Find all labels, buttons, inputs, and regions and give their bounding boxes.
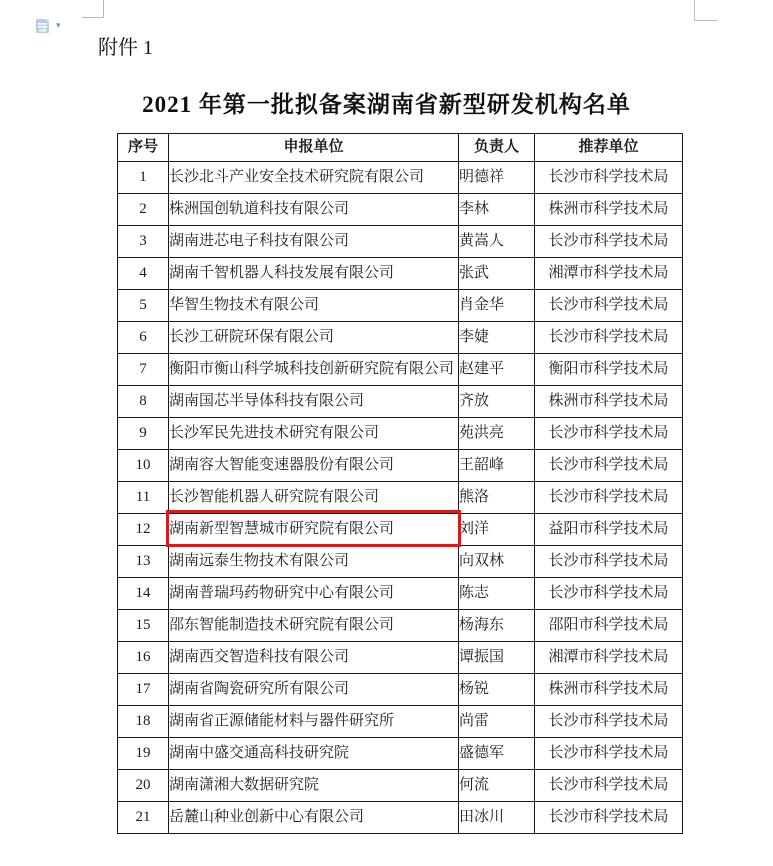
applicant-unit-text: 湖南西交智造科技有限公司 xyxy=(169,649,350,666)
recommending-unit-cell: 株洲市科学技术局 xyxy=(535,194,683,226)
row-index-cell: 4 xyxy=(118,258,169,290)
person-in-charge-cell: 谭振国 xyxy=(459,642,535,674)
recommending-unit-cell: 长沙市科学技术局 xyxy=(535,290,683,322)
person-in-charge-cell: 肖金华 xyxy=(459,290,535,322)
table-row xyxy=(118,386,683,418)
table-row xyxy=(118,674,683,706)
table-row xyxy=(118,450,683,482)
applicant-unit-cell xyxy=(169,738,459,770)
table-row xyxy=(118,578,683,610)
recommending-unit-cell: 长沙市科学技术局 xyxy=(535,418,683,450)
applicant-unit-text: 湖南国芯半导体科技有限公司 xyxy=(169,393,365,410)
table-row xyxy=(118,770,683,802)
applicant-unit-text: 湖南远泰生物技术有限公司 xyxy=(169,553,350,570)
recommending-unit-cell: 长沙市科学技术局 xyxy=(535,322,683,354)
applicant-unit-text: 邵东智能制造技术研究院有限公司 xyxy=(169,617,395,634)
row-index-cell: 9 xyxy=(118,418,169,450)
person-in-charge-cell: 尚雷 xyxy=(459,706,535,738)
person-in-charge-cell: 赵建平 xyxy=(459,354,535,386)
table-header-row xyxy=(118,134,683,162)
applicant-unit-cell xyxy=(169,322,459,354)
row-index-cell: 6 xyxy=(118,322,169,354)
table-row xyxy=(118,290,683,322)
person-in-charge-cell: 何流 xyxy=(459,770,535,802)
person-in-charge-cell: 李婕 xyxy=(459,322,535,354)
row-index-cell: 5 xyxy=(118,290,169,322)
applicant-unit-text: 长沙工研院环保有限公司 xyxy=(169,329,335,346)
column-header-applicant-unit: 申报单位 xyxy=(169,134,459,162)
applicant-unit-text: 岳麓山种业创新中心有限公司 xyxy=(169,809,365,826)
table-row xyxy=(118,706,683,738)
applicant-unit-cell xyxy=(169,418,459,450)
table-row xyxy=(118,194,683,226)
person-in-charge-cell: 明德祥 xyxy=(459,162,535,194)
row-index-cell: 17 xyxy=(118,674,169,706)
recommending-unit-cell: 长沙市科学技术局 xyxy=(535,450,683,482)
row-index-cell: 8 xyxy=(118,386,169,418)
recommending-unit-cell: 长沙市科学技术局 xyxy=(535,738,683,770)
applicant-unit-text: 衡阳市衡山科学城科技创新研究院有限公司 xyxy=(169,361,455,378)
recommending-unit-cell: 湘潭市科学技术局 xyxy=(535,642,683,674)
attachment-label: 附件 1 xyxy=(98,37,153,59)
applicant-unit-text: 湖南容大智能变速器股份有限公司 xyxy=(169,457,395,474)
person-in-charge-cell: 苑洪亮 xyxy=(459,418,535,450)
applicant-unit-cell xyxy=(169,482,459,514)
table-row xyxy=(118,546,683,578)
person-in-charge-cell: 盛德军 xyxy=(459,738,535,770)
page-title: 2021 年第一批拟备案湖南省新型研发机构名单 xyxy=(142,92,631,117)
row-index-cell: 15 xyxy=(118,610,169,642)
person-in-charge-cell: 田冰川 xyxy=(459,802,535,834)
row-index-cell: 12 xyxy=(118,514,169,546)
applicant-unit-text: 湖南省陶瓷研究所有限公司 xyxy=(169,681,350,698)
person-in-charge-cell: 熊洛 xyxy=(459,482,535,514)
table-row xyxy=(118,354,683,386)
row-index-cell: 19 xyxy=(118,738,169,770)
applicant-unit-cell xyxy=(169,450,459,482)
applicant-unit-cell xyxy=(169,290,459,322)
applicant-unit-cell xyxy=(169,610,459,642)
table-body xyxy=(118,162,683,834)
applicant-unit-cell xyxy=(169,514,459,546)
recommending-unit-cell: 湘潭市科学技术局 xyxy=(535,258,683,290)
row-index-cell: 10 xyxy=(118,450,169,482)
recommending-unit-cell: 株洲市科学技术局 xyxy=(535,674,683,706)
person-in-charge-cell: 陈志 xyxy=(459,578,535,610)
column-header-index: 序号 xyxy=(118,134,169,162)
recommending-unit-cell: 株洲市科学技术局 xyxy=(535,386,683,418)
applicant-unit-text: 湖南千智机器人科技发展有限公司 xyxy=(169,265,395,282)
applicant-unit-cell xyxy=(169,706,459,738)
applicant-unit-cell xyxy=(169,354,459,386)
table-row xyxy=(118,642,683,674)
recommending-unit-cell: 长沙市科学技术局 xyxy=(535,546,683,578)
row-index-cell: 20 xyxy=(118,770,169,802)
table-row xyxy=(118,258,683,290)
applicant-unit-cell xyxy=(169,578,459,610)
applicant-unit-cell xyxy=(169,258,459,290)
person-in-charge-cell: 李林 xyxy=(459,194,535,226)
applicant-unit-cell xyxy=(169,226,459,258)
clipboard-paste-options-icon xyxy=(35,17,53,35)
row-index-cell: 11 xyxy=(118,482,169,514)
applicant-unit-cell xyxy=(169,162,459,194)
table-row xyxy=(118,514,683,546)
recommending-unit-cell: 长沙市科学技术局 xyxy=(535,226,683,258)
applicant-unit-cell xyxy=(169,770,459,802)
row-index-cell: 7 xyxy=(118,354,169,386)
applicant-unit-text: 湖南进芯电子科技有限公司 xyxy=(169,233,350,250)
applicant-unit-text: 湖南普瑞玛药物研究中心有限公司 xyxy=(169,585,395,602)
recommending-unit-cell: 长沙市科学技术局 xyxy=(535,802,683,834)
applicant-unit-cell xyxy=(169,194,459,226)
person-in-charge-cell: 齐放 xyxy=(459,386,535,418)
person-in-charge-cell: 杨锐 xyxy=(459,674,535,706)
row-index-cell: 14 xyxy=(118,578,169,610)
applicant-unit-text: 湖南省正源储能材料与器件研究所 xyxy=(169,713,395,730)
table-row xyxy=(118,802,683,834)
chevron-down-icon[interactable]: ▾ xyxy=(56,20,61,31)
recommending-unit-cell: 长沙市科学技术局 xyxy=(535,770,683,802)
person-in-charge-cell: 张武 xyxy=(459,258,535,290)
applicant-unit-text: 湖南潇湘大数据研究院 xyxy=(169,777,320,794)
page-corner-mark-top-left xyxy=(82,0,104,18)
recommending-unit-cell: 益阳市科学技术局 xyxy=(535,514,683,546)
column-header-recommending-unit: 推荐单位 xyxy=(535,134,683,162)
column-header-person-in-charge: 负责人 xyxy=(459,134,535,162)
applicant-unit-text: 长沙智能机器人研究院有限公司 xyxy=(169,489,380,506)
table-row xyxy=(118,162,683,194)
recommending-unit-cell: 衡阳市科学技术局 xyxy=(535,354,683,386)
recommending-unit-cell: 长沙市科学技术局 xyxy=(535,578,683,610)
row-index-cell: 13 xyxy=(118,546,169,578)
table-row xyxy=(118,322,683,354)
applicant-unit-cell xyxy=(169,674,459,706)
row-index-cell: 1 xyxy=(118,162,169,194)
person-in-charge-cell: 向双林 xyxy=(459,546,535,578)
applicant-unit-text: 株洲国创轨道科技有限公司 xyxy=(169,201,350,218)
applicant-unit-text: 华智生物技术有限公司 xyxy=(169,297,320,314)
applicant-unit-text: 湖南新型智慧城市研究院有限公司 xyxy=(169,521,395,538)
recommending-unit-cell: 邵阳市科学技术局 xyxy=(535,610,683,642)
table-row xyxy=(118,482,683,514)
page-corner-mark-top-right xyxy=(694,0,718,21)
paste-options-button[interactable] xyxy=(35,15,71,37)
row-index-cell: 16 xyxy=(118,642,169,674)
row-index-cell: 21 xyxy=(118,802,169,834)
applicant-unit-cell xyxy=(169,802,459,834)
applicant-unit-text: 湖南中盛交通高科技研究院 xyxy=(169,745,350,762)
row-index-cell: 18 xyxy=(118,706,169,738)
person-in-charge-cell: 刘洋 xyxy=(459,514,535,546)
person-in-charge-cell: 王韶峰 xyxy=(459,450,535,482)
table-row xyxy=(118,610,683,642)
row-index-cell: 2 xyxy=(118,194,169,226)
applicant-unit-cell xyxy=(169,386,459,418)
recommending-unit-cell: 长沙市科学技术局 xyxy=(535,482,683,514)
person-in-charge-cell: 杨海东 xyxy=(459,610,535,642)
recommending-unit-cell: 长沙市科学技术局 xyxy=(535,706,683,738)
applicant-unit-text: 长沙军民先进技术研究有限公司 xyxy=(169,425,380,442)
table-row xyxy=(118,226,683,258)
applicant-unit-cell xyxy=(169,642,459,674)
recommending-unit-cell: 长沙市科学技术局 xyxy=(535,162,683,194)
person-in-charge-cell: 黄嵩人 xyxy=(459,226,535,258)
table-row xyxy=(118,738,683,770)
applicant-unit-cell xyxy=(169,546,459,578)
row-index-cell: 3 xyxy=(118,226,169,258)
institutions-table xyxy=(117,133,683,834)
table-row xyxy=(118,418,683,450)
applicant-unit-text: 长沙北斗产业安全技术研究院有限公司 xyxy=(169,169,425,186)
